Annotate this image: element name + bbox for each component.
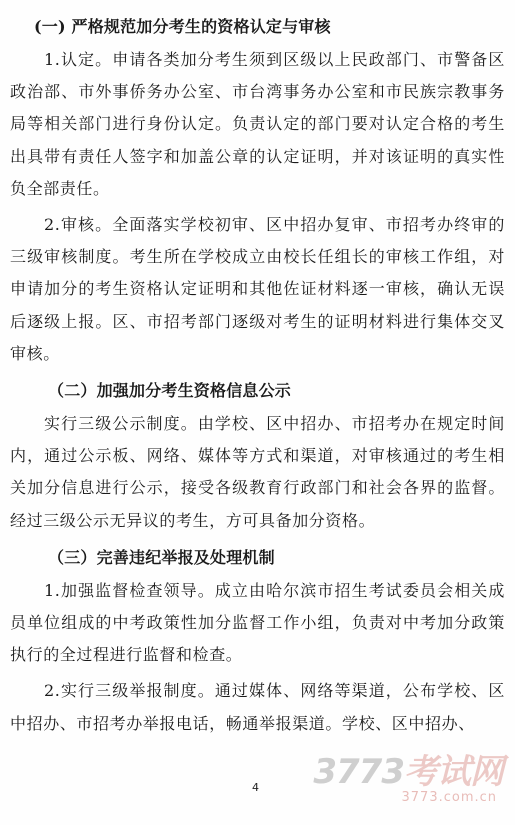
section-heading-2: （二）加强加分考生资格信息公示 bbox=[48, 381, 292, 401]
paragraph-supervision: 1.加强监督检查领导。成立由哈尔滨市招生考试委员会相关成员单位组成的中考政策性加分监督工作小组，负责对中考加分政策执行的全过程进行监督和检查。 bbox=[10, 580, 505, 665]
watermark-logo-number: 3773 bbox=[313, 752, 404, 792]
watermark-logo bbox=[313, 744, 503, 793]
watermark bbox=[313, 744, 503, 816]
watermark-url: 3773.com.cn bbox=[401, 790, 497, 805]
paragraph-identification: 1.认定。申请各类加分考生须到区级以上民政部门、市警备区政治部、市外事侨务办公室、市台湾事务办公室和市民族宗教事务局等相关部门进行身份认定。负责认定的部门要对认定合格的考生出具带有责任人签字和加盖公章的认定证明，并对该证明的真实性负全部责任。 bbox=[10, 50, 505, 198]
paragraph-publicity: 实行三级公示制度。由学校、区中招办、市招考办在规定时间内，通过公示板、网络、媒体等方式和渠道，对审核通过的考生相关加分信息进行公示，接受各级教育行政部门和社会各界的监督。经过三级公示无异议的考生，方可具备加分资格。 bbox=[10, 414, 505, 530]
document-body bbox=[10, 10, 505, 744]
paragraph-review: 2.审核。全面落实学校初审、区中招办复审、市招考办终审的三级审核制度。考生所在学校成立由校长任组长的审核工作组，对申请加分的考生资格认定证明和其他佐证材料逐一审核，确认无误后逐级上报。区、市招考部门逐级对考生的证明材料进行集体交叉审核。 bbox=[10, 215, 505, 363]
section-heading-1: (一) 严格规范加分考生的资格认定与审核 bbox=[34, 17, 331, 36]
watermark-logo-text: 考试网 bbox=[404, 752, 503, 792]
page-number: 4 bbox=[252, 781, 259, 794]
paragraph-reporting: 2.实行三级举报制度。通过媒体、网络等渠道，公布学校、区中招办、市招考办举报电话，畅通举报渠道。学校、区中招办、 bbox=[10, 681, 505, 733]
section-heading-3: （三）完善违纪举报及处理机制 bbox=[48, 547, 275, 567]
